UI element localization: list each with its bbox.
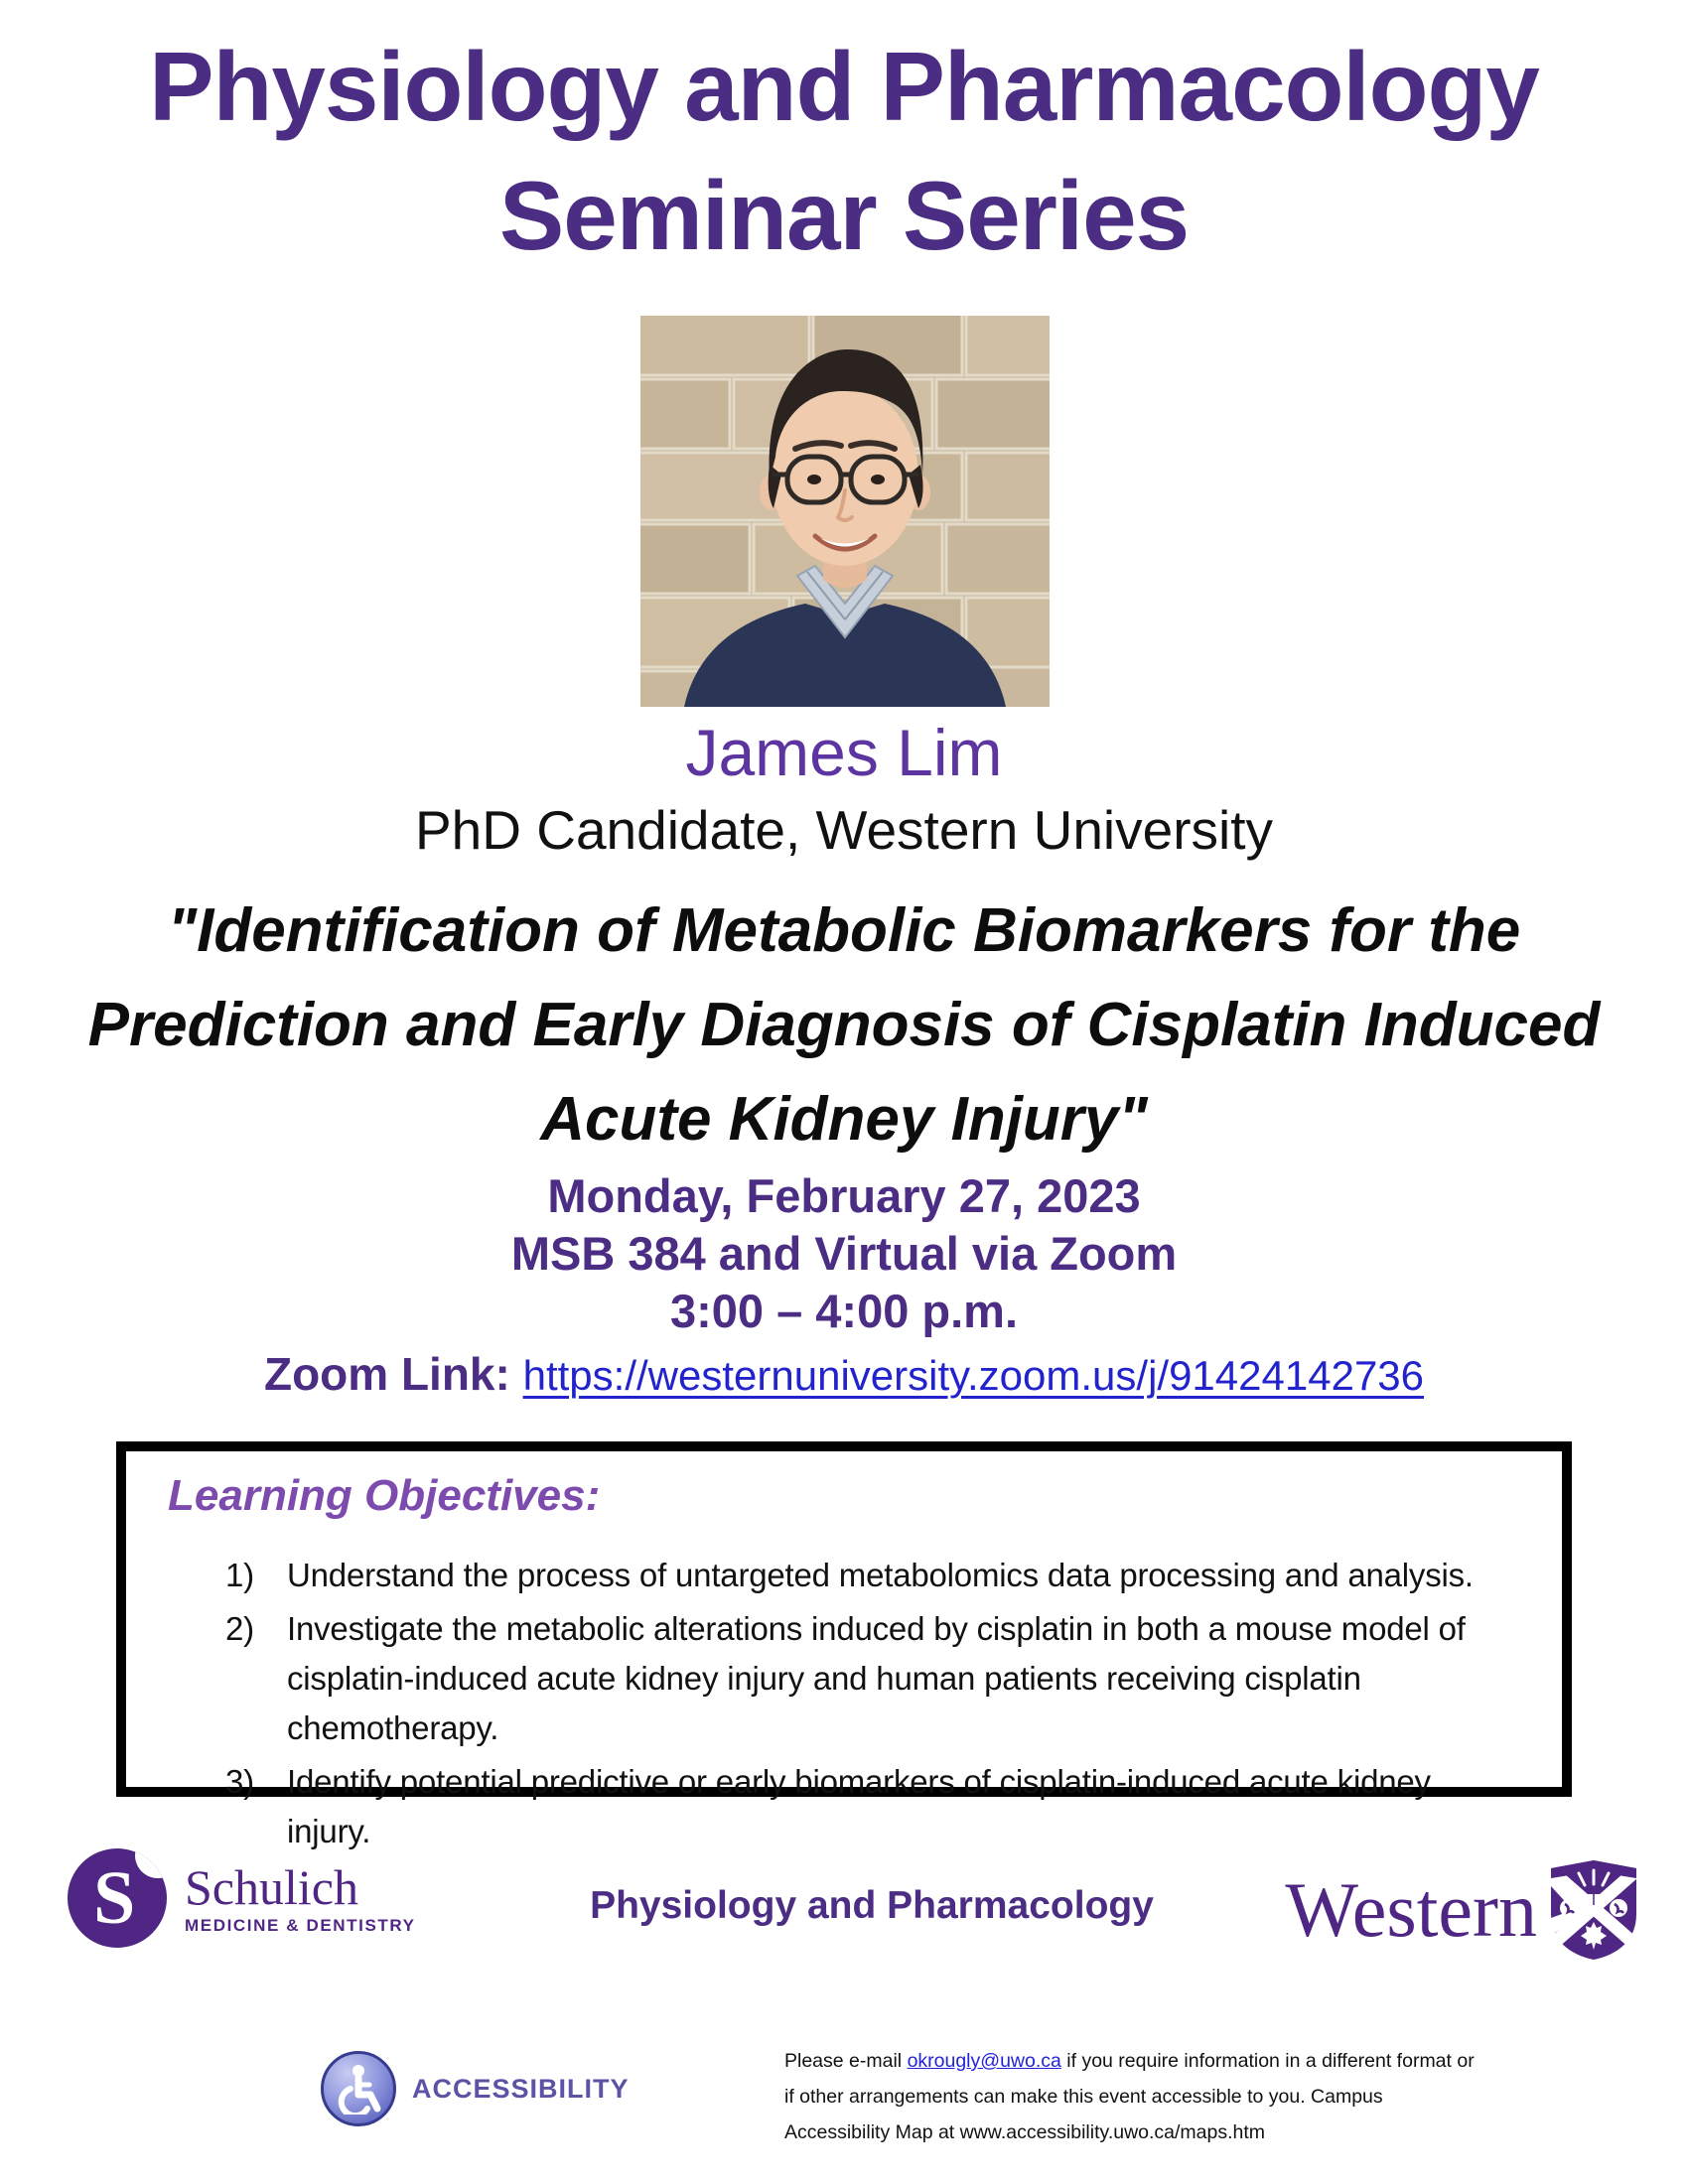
talk-title: "Identification of Metabolic Biomarkers for the Prediction and Early Diagnosis of Cisplatin Induced Acute Kidney Injury" bbox=[87, 896, 1601, 1154]
accessibility-note bbox=[784, 2043, 1479, 2150]
objective-item bbox=[225, 1757, 1512, 1856]
objective-text: Identify potential predictive or early biomarkers of cisplatin-induced acute kidney injury. bbox=[287, 1763, 1431, 1849]
objective-item bbox=[225, 1551, 1512, 1600]
objective-item bbox=[225, 1604, 1512, 1753]
page-title-line1: Physiology and Pharmacology bbox=[149, 32, 1539, 141]
event-location: MSB 384 and Virtual via Zoom bbox=[510, 1227, 1178, 1280]
objective-number: 2) bbox=[225, 1610, 254, 1647]
learning-objectives-heading: Learning Objectives: bbox=[168, 1471, 601, 1520]
zoom-link[interactable]: https://westernuniversity.zoom.us/j/91424142736 bbox=[522, 1352, 1425, 1399]
department-name: Physiology and Pharmacology bbox=[590, 1884, 1154, 1927]
accessibility-label: ACCESSIBILITY bbox=[412, 2073, 630, 2104]
western-logo bbox=[1285, 1858, 1640, 1962]
wheelchair-icon bbox=[321, 2051, 396, 2126]
accessibility-note-text1: Please e-mail bbox=[784, 2050, 908, 2072]
event-date: Monday, February 27, 2023 bbox=[547, 1169, 1141, 1222]
accessibility-note-text2: if you require information in a different format or if other arrangements can make this event accessible to you. Campus Accessibility Map at www.accessibility.uwo.ca/maps.htm bbox=[784, 2050, 1475, 2143]
schulich-wordmark: Schulich bbox=[185, 1859, 358, 1915]
western-crest-icon bbox=[1547, 1858, 1640, 1962]
event-time: 3:00 – 4:00 p.m. bbox=[669, 1285, 1019, 1337]
objective-number: 3) bbox=[225, 1763, 254, 1800]
page-title bbox=[0, 22, 1688, 280]
speaker-name: James Lim bbox=[685, 716, 1003, 789]
page-title-line2: Seminar Series bbox=[498, 161, 1190, 270]
learning-objectives-box bbox=[116, 1441, 1572, 1849]
learning-objectives-list bbox=[225, 1551, 1512, 1856]
speaker-photo bbox=[640, 316, 1050, 707]
zoom-link-label: Zoom Link: bbox=[263, 1348, 510, 1400]
western-wordmark: Western bbox=[1285, 1866, 1537, 1953]
objective-text: Investigate the metabolic alterations induced by cisplatin in both a mouse model of cisplatin-induced acute kidney injury and human patients receiving cisplatin chemotherapy. bbox=[287, 1610, 1466, 1746]
schulich-tagline: MEDICINE & DENTISTRY bbox=[185, 1916, 416, 1935]
speaker-affiliation: PhD Candidate, Western University bbox=[414, 799, 1274, 861]
objective-text: Understand the process of untargeted metabolomics data processing and analysis. bbox=[287, 1557, 1474, 1593]
accessibility-logo bbox=[321, 2051, 630, 2126]
event-details bbox=[0, 1167, 1688, 1404]
speaker-photo-image bbox=[640, 316, 1050, 707]
zoom-link-row bbox=[0, 1346, 1688, 1404]
accessibility-email-link[interactable]: okrougly@uwo.ca bbox=[907, 2050, 1061, 2072]
objective-number: 1) bbox=[225, 1557, 254, 1593]
schulich-logo-icon: S bbox=[68, 1848, 167, 1948]
schulich-logo bbox=[68, 1848, 416, 1948]
